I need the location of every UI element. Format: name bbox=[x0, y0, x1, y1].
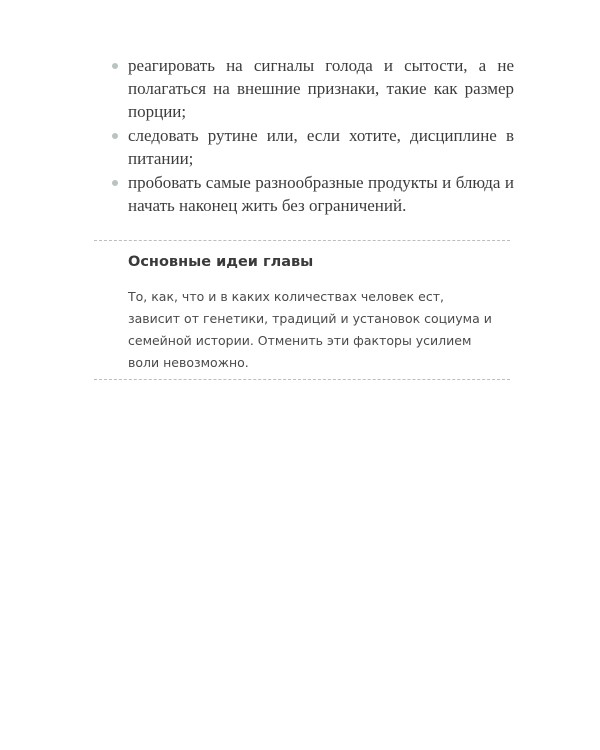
list-item bbox=[110, 54, 514, 123]
list-item-text: реагировать на сигналы голода и сытости, а не полагаться на внешние признаки, такие как размер порции; bbox=[128, 56, 514, 121]
summary-title: Основные идеи главы bbox=[128, 254, 314, 270]
top-divider bbox=[94, 240, 510, 241]
bullet-dot-icon bbox=[112, 63, 118, 69]
list-item-text: пробовать самые разнообразные продукты и блюда и начать наконец жить без ограничений. bbox=[128, 173, 514, 215]
list-item bbox=[110, 124, 514, 170]
list-item bbox=[110, 171, 514, 217]
bullet-dot-icon bbox=[112, 180, 118, 186]
summary-text: То, как, что и в каких количествах человек ест, зависит от генетики, традиций и установок социума и семейной истории. Отменить эти факторы усилием воли невозможно. bbox=[128, 289, 492, 370]
bottom-divider bbox=[94, 379, 510, 380]
list-item-text: следовать рутине или, если хотите, дисциплине в питании; bbox=[128, 126, 514, 168]
summary-box bbox=[128, 252, 498, 374]
bullet-dot-icon bbox=[112, 133, 118, 139]
bullet-list bbox=[110, 54, 514, 218]
